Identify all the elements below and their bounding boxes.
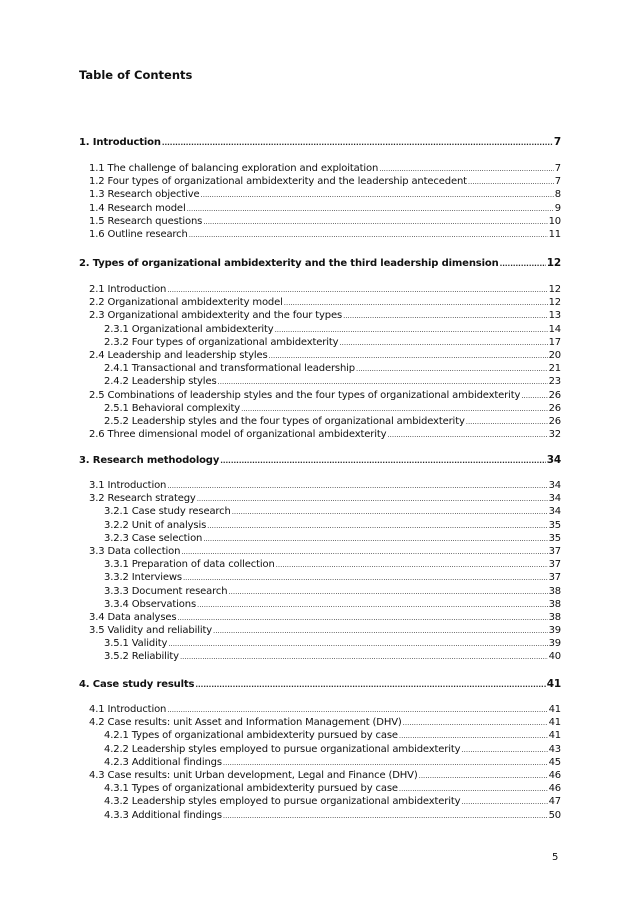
toc-label: 4.3.1 Types of organizational ambidexterity pursued by case	[104, 783, 398, 795]
dot-leader	[343, 310, 547, 323]
toc-page: 34	[548, 480, 561, 491]
toc-page: 50	[548, 809, 561, 821]
toc-entry[interactable]	[79, 519, 561, 532]
dot-leader	[500, 258, 546, 271]
toc-page: 41	[548, 704, 561, 715]
toc-entry[interactable]	[79, 729, 561, 742]
dot-leader	[167, 480, 547, 493]
toc-label: 2.4.1 Transactional and transformational leadership	[104, 363, 355, 375]
toc-entry[interactable]	[79, 637, 561, 650]
toc-label: 4.3 Case results: unit Urban development, Legal and Finance (DHV)	[89, 769, 418, 781]
toc-page: 37	[548, 559, 561, 571]
toc-label: 2.5.2 Leadership styles and the four types of organizational ambidexterity	[104, 415, 465, 427]
toc-page: 41	[548, 730, 561, 742]
toc-entry[interactable]	[79, 703, 561, 716]
toc-page: 9	[554, 202, 561, 214]
toc-label: 3.2 Research strategy	[89, 493, 196, 505]
toc-label: 2.5.1 Behavioral complexity	[104, 402, 241, 414]
toc-label: 1.2 Four types of organizational ambidexterity and the leadership antecedent	[89, 176, 467, 188]
dot-leader	[213, 625, 548, 638]
toc-label: 3.3.3 Document research	[104, 585, 228, 597]
dot-leader	[180, 651, 548, 664]
toc-entry[interactable]	[79, 571, 561, 584]
dot-leader	[276, 559, 548, 572]
dot-leader	[168, 638, 547, 651]
toc-entry[interactable]	[79, 716, 561, 729]
toc-page: 37	[548, 545, 561, 557]
toc-page: 37	[548, 572, 561, 584]
toc-label: 1.5 Research questions	[89, 215, 203, 227]
dot-leader	[183, 572, 548, 585]
toc-label: 1.1 The challenge of balancing exploration and exploitation	[89, 163, 379, 174]
toc-page: 12	[548, 297, 561, 309]
toc-page: 47	[548, 796, 561, 808]
dot-leader	[521, 390, 547, 403]
toc-page: 13	[548, 310, 561, 322]
toc-page: 26	[548, 389, 561, 401]
toc-entry[interactable]	[79, 162, 561, 175]
toc-page: 10	[548, 215, 561, 227]
toc-entry[interactable]	[79, 598, 561, 611]
toc-page: 7	[554, 163, 561, 174]
toc-entry[interactable]	[79, 492, 561, 505]
toc-entry[interactable]	[79, 175, 561, 188]
toc-label: 4.2.3 Additional findings	[104, 756, 222, 768]
toc-entry[interactable]	[79, 296, 561, 309]
toc-entry[interactable]	[79, 479, 561, 492]
toc-section-4-entries	[79, 703, 561, 822]
toc-entry[interactable]	[79, 389, 561, 402]
toc-page: 38	[548, 585, 561, 597]
toc-section-2	[79, 257, 561, 270]
toc-label: 2.3.2 Four types of organizational ambidexterity	[104, 336, 339, 348]
toc-entry[interactable]	[79, 336, 561, 349]
toc-page: 23	[548, 376, 561, 388]
dot-leader	[187, 203, 554, 216]
toc-section-3	[79, 454, 561, 467]
dot-leader	[356, 363, 548, 376]
toc-page: 35	[548, 519, 561, 531]
toc-label: 4.3.2 Leadership styles employed to pursue organizational ambidexterity	[104, 796, 461, 808]
toc-label: 3.5.2 Reliability	[104, 651, 179, 663]
toc-entry[interactable]	[79, 228, 561, 241]
dot-leader	[228, 586, 547, 599]
toc-label: 1.6 Outline research	[89, 228, 188, 240]
toc-label: 3.3 Data collection	[89, 545, 181, 557]
toc-entry[interactable]	[79, 215, 561, 228]
toc-entry[interactable]	[79, 611, 561, 624]
toc-label: 3.2.1 Case study research	[104, 506, 231, 518]
toc-label: 3.3.1 Preparation of data collection	[104, 559, 275, 571]
toc-entry[interactable]	[79, 323, 561, 336]
dot-leader	[177, 612, 547, 625]
toc-entry[interactable]	[79, 809, 561, 822]
toc-page: 40	[548, 651, 561, 663]
toc-entry[interactable]	[79, 795, 561, 808]
toc-page: 7	[553, 136, 561, 148]
toc-title: Table of Contents	[79, 68, 193, 82]
toc-label: 4. Case study results	[79, 679, 195, 690]
dot-leader	[339, 337, 547, 350]
toc-entry[interactable]	[79, 402, 561, 415]
toc-page: 34	[548, 506, 561, 518]
toc-section-4	[79, 678, 561, 691]
toc-page: 38	[548, 598, 561, 610]
toc-label: 2.6 Three dimensional model of organizational ambidexterity	[89, 429, 387, 441]
toc-entry[interactable]	[79, 532, 561, 545]
toc-label: 1.3 Research objective	[89, 189, 200, 201]
toc-label: 3.1 Introduction	[89, 480, 167, 491]
toc-label: 3.4 Data analyses	[89, 611, 177, 623]
toc-entry[interactable]	[79, 756, 561, 769]
toc-label: 3.5.1 Validity	[104, 638, 168, 650]
toc-entry[interactable]	[79, 769, 561, 782]
toc-label: 2.3 Organizational ambidexterity and the four types	[89, 310, 343, 322]
toc-entry[interactable]	[79, 415, 561, 428]
toc-label: 3.5 Validity and reliability	[89, 625, 213, 637]
toc-label: 2. Types of organizational ambidexterity and the third leadership dimension	[79, 258, 499, 269]
dot-leader	[197, 493, 548, 506]
toc-label: 2.2 Organizational ambidexterity model	[89, 297, 283, 309]
toc-page: 14	[548, 323, 561, 335]
dot-leader	[466, 416, 548, 429]
toc-chapter[interactable]	[79, 136, 561, 149]
dot-leader	[403, 717, 548, 730]
toc-page: 12	[546, 257, 561, 269]
toc-page: 20	[548, 349, 561, 361]
toc-page: 46	[548, 783, 561, 795]
toc-entry[interactable]	[79, 428, 561, 441]
toc-label: 3. Research methodology	[79, 455, 220, 466]
toc-page: 41	[548, 717, 561, 729]
dot-leader	[461, 796, 547, 809]
dot-leader	[189, 229, 548, 242]
toc-page: 34	[548, 493, 561, 505]
toc-page: 11	[548, 228, 561, 240]
toc-label: 3.3.2 Interviews	[104, 572, 182, 584]
toc-label: 4.3.3 Additional findings	[104, 809, 222, 821]
toc-label: 3.2.3 Case selection	[104, 532, 203, 544]
toc-entry[interactable]	[79, 283, 561, 296]
toc-label: 4.2.1 Types of organizational ambidexterity pursued by case	[104, 730, 398, 742]
dot-leader	[223, 810, 548, 823]
toc-label: 1.4 Research model	[89, 202, 186, 214]
toc-label: 2.4 Leadership and leadership styles	[89, 349, 268, 361]
toc-chapter[interactable]	[79, 678, 561, 691]
toc-section-1-entries	[79, 162, 561, 241]
toc-page: 35	[548, 532, 561, 544]
toc-label: 2.5 Combinations of leadership styles and the four types of organizational ambidexterity	[89, 389, 521, 401]
toc-label: 3.3.4 Observations	[104, 598, 197, 610]
toc-label: 3.2.2 Unit of analysis	[104, 519, 207, 531]
toc-page: 26	[548, 415, 561, 427]
toc-page: 39	[548, 638, 561, 650]
toc-label: 2.1 Introduction	[89, 284, 167, 295]
toc-entry[interactable]	[79, 558, 561, 571]
toc-section-1	[79, 136, 561, 149]
dot-leader	[468, 176, 554, 189]
toc-label: 2.3.1 Organizational ambidexterity	[104, 323, 274, 335]
toc-page: 21	[548, 363, 561, 375]
dot-leader	[461, 744, 547, 757]
toc-label: 4.2 Case results: unit Asset and Information Management (DHV)	[89, 717, 402, 729]
toc-entry[interactable]	[79, 585, 561, 598]
dot-leader	[419, 770, 548, 783]
toc-entry[interactable]	[79, 743, 561, 756]
toc-label: 4.2.2 Leadership styles employed to pursue organizational ambidexterity	[104, 743, 461, 755]
toc-entry[interactable]	[79, 362, 561, 375]
toc-entry[interactable]	[79, 349, 561, 362]
dot-leader	[162, 137, 553, 150]
toc-entry[interactable]	[79, 505, 561, 518]
toc-entry[interactable]	[79, 545, 561, 558]
toc-entry[interactable]	[79, 309, 561, 322]
toc-page: 17	[548, 336, 561, 348]
dot-leader	[232, 506, 548, 519]
toc-page: 12	[548, 284, 561, 295]
dot-leader	[387, 429, 547, 442]
toc-page: 46	[548, 769, 561, 781]
page-number: 5	[552, 852, 559, 863]
toc-page: 45	[548, 756, 561, 768]
toc-section-3-entries	[79, 479, 561, 664]
toc-label: 2.4.2 Leadership styles	[104, 376, 217, 388]
dot-leader	[203, 533, 547, 546]
toc-page: 38	[548, 611, 561, 623]
toc-entry[interactable]	[79, 202, 561, 215]
dot-leader	[201, 189, 554, 202]
toc-page: 39	[548, 625, 561, 637]
toc-entry[interactable]	[79, 188, 561, 201]
dot-leader	[207, 520, 547, 533]
toc-label: 4.1 Introduction	[89, 704, 167, 715]
toc-page: 26	[548, 402, 561, 414]
toc-chapter[interactable]	[79, 257, 561, 270]
toc-page: 43	[548, 743, 561, 755]
toc-page: 32	[548, 429, 561, 441]
dot-leader	[220, 455, 545, 468]
dot-leader	[197, 599, 548, 612]
toc-page: 34	[546, 454, 561, 466]
toc-chapter[interactable]	[79, 454, 561, 467]
dot-leader	[195, 679, 545, 692]
toc-section-2-entries	[79, 283, 561, 441]
toc-entry[interactable]	[79, 624, 561, 637]
toc-page: 7	[554, 176, 561, 188]
dot-leader	[203, 216, 547, 229]
toc-page: 41	[546, 678, 561, 690]
toc-label: 1. Introduction	[79, 137, 161, 148]
toc-entry[interactable]	[79, 375, 561, 388]
toc-entry[interactable]	[79, 782, 561, 795]
toc-page: 8	[554, 189, 561, 201]
toc-entry[interactable]	[79, 650, 561, 663]
